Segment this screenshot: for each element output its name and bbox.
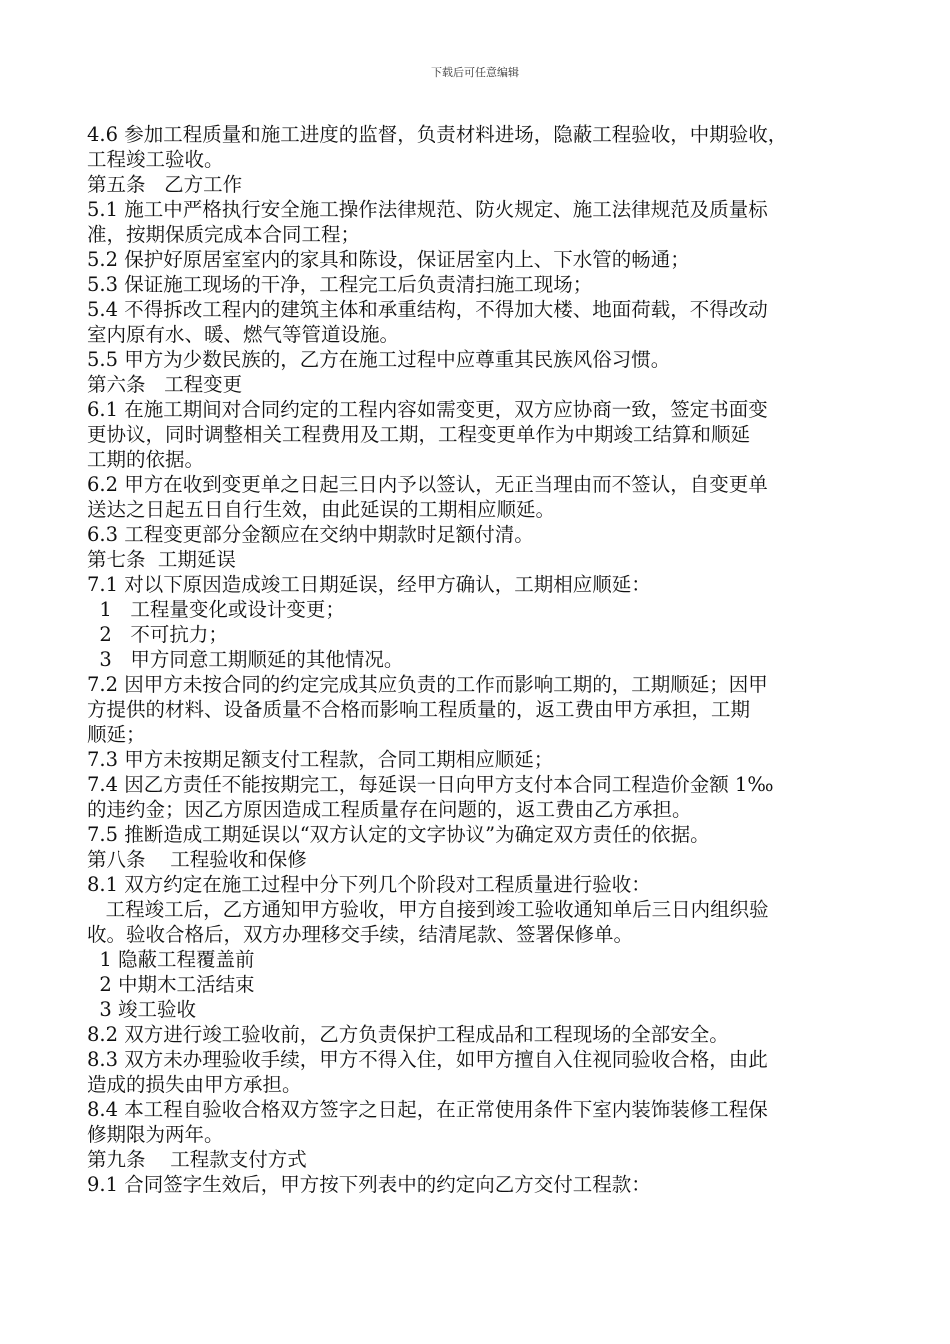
document-line: 9.1 合同签字生效后，甲方按下列表中的约定向乙方交付工程款：: [87, 1173, 651, 1196]
document-line: 7.3 甲方未按期足额支付工程款，合同工期相应顺延；: [87, 748, 554, 771]
document-line: 8.4 本工程自验收合格双方签字之日起，在正常使用条件下室内装饰装修工程保: [87, 1098, 768, 1121]
document-line: 工程竣工后，乙方通知甲方验收，甲方自接到竣工验收通知单后三日内组织验: [87, 898, 769, 921]
document-line: 1 工程量变化或设计变更；: [87, 598, 345, 621]
document-line: 6.1 在施工期间对合同约定的工程内容如需变更，双方应协商一致，签定书面变: [87, 398, 768, 421]
document-line: 顺延；: [87, 723, 146, 746]
document-line: 第八条 工程验收和保修: [87, 848, 307, 871]
document-line: 方提供的材料、设备质量不合格而影响工程质量的，返工费由甲方承担，工期: [87, 698, 751, 721]
document-line: 5.5 甲方为少数民族的，乙方在施工过程中应尊重其民族风俗习惯。: [87, 348, 671, 371]
document-line: 第六条 工程变更: [87, 373, 243, 396]
document-line: 4.6 参加工程质量和施工进度的监督，负责材料进场，隐蔽工程验收，中期验收，: [87, 123, 788, 146]
document-line: 工程竣工验收。: [87, 148, 224, 171]
document-line: 5.3 保证施工现场的干净，工程完工后负责清扫施工现场；: [87, 273, 593, 296]
document-line: 7.2 因甲方未按合同的约定完成其应负责的工作而影响工期的，工期顺延；因甲: [87, 673, 768, 696]
document-line: 3 竣工验收: [87, 998, 197, 1021]
document-line: 收。验收合格后，双方办理移交手续，结清尾款、签署保修单。: [87, 923, 634, 946]
document-line: 6.2 甲方在收到变更单之日起三日内予以签认，无正当理由而不签认，自变更单: [87, 473, 768, 496]
document-line: 1 隐蔽工程覆盖前: [87, 948, 255, 971]
document-line: 8.1 双方约定在施工过程中分下列几个阶段对工程质量进行验收：: [87, 873, 651, 896]
document-line: 第五条 乙方工作: [87, 173, 243, 196]
document-line: 的违约金；因乙方原因造成工程质量存在问题的，返工费由乙方承担。: [87, 798, 692, 821]
document-line: 工期的依据。: [87, 448, 205, 471]
document-line: 5.1 施工中严格执行安全施工操作法律规范、防火规定、施工法律规范及质量标: [87, 198, 768, 221]
document-line: 7.4 因乙方责任不能按期完工，每延误一日向甲方支付本合同工程造价金额 1‰: [87, 773, 774, 796]
document-line: 8.2 双方进行竣工验收前，乙方负责保护工程成品和工程现场的全部安全。: [87, 1023, 729, 1046]
document-line: 送达之日起五日自行生效，由此延误的工期相应顺延。: [87, 498, 556, 521]
document-line: 准，按期保质完成本合同工程；: [87, 223, 361, 246]
document-body: [87, 122, 877, 1197]
document-line: 第九条 工程款支付方式: [87, 1148, 307, 1171]
document-line: 5.2 保护好原居室室内的家具和陈设，保证居室内上、下水管的畅通；: [87, 248, 690, 271]
document-line: 2 中期木工活结束: [87, 973, 255, 996]
page-header: 下载后可任意编辑: [431, 66, 519, 79]
document-line: 室内原有水、暖、燃气等管道设施。: [87, 323, 400, 346]
document-line: 3 甲方同意工期顺延的其他情况。: [87, 648, 404, 671]
document-line: 5.4 不得拆改工程内的建筑主体和承重结构，不得加大楼、地面荷载，不得改动: [87, 298, 768, 321]
document-line: 8.3 双方未办理验收手续，甲方不得入住，如甲方擅自入住视同验收合格，由此: [87, 1048, 768, 1071]
document-line: 7.5 推断造成工期延误以“双方认定的文字协议”为确定双方责任的依据。: [87, 823, 710, 846]
document-line: 更协议，同时调整相关工程费用及工期，工程变更单作为中期竣工结算和顺延: [87, 423, 751, 446]
document-line: 第七条 工期延误: [87, 548, 236, 571]
document-line: 造成的损失由甲方承担。: [87, 1073, 302, 1096]
document-line: 6.3 工程变更部分金额应在交纳中期款时足额付清。: [87, 523, 534, 546]
document-line: 7.1 对以下原因造成竣工日期延误，经甲方确认，工期相应顺延：: [87, 573, 651, 596]
document-line: 2 不可抗力；: [87, 623, 228, 646]
document-line: 修期限为两年。: [87, 1123, 224, 1146]
